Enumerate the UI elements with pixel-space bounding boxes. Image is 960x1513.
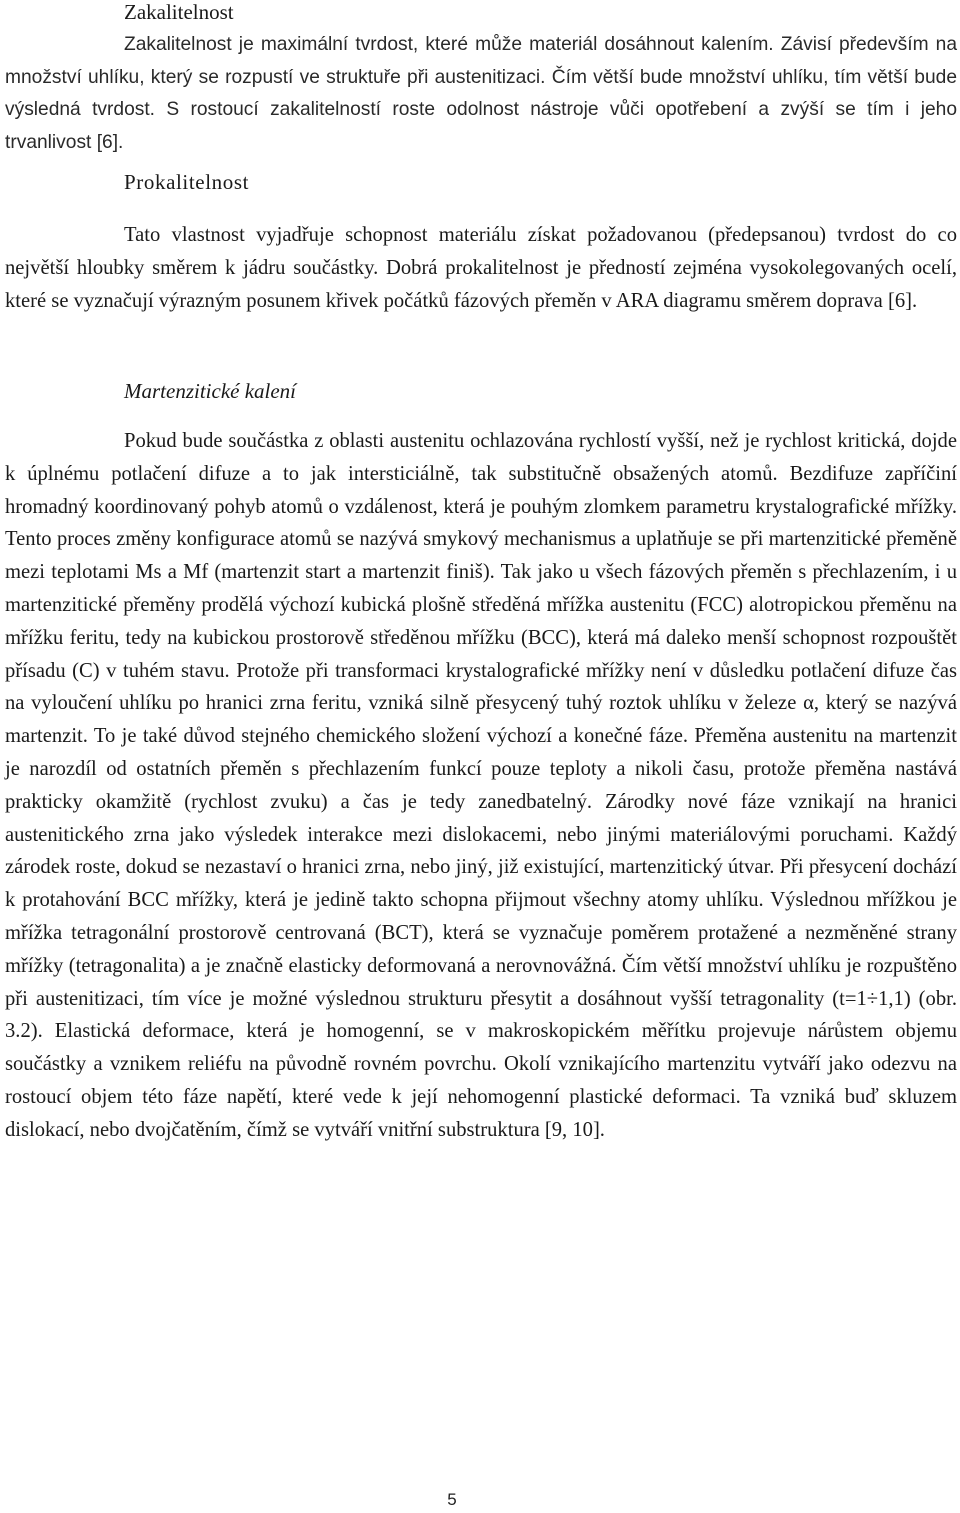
page-number: 5 (447, 1490, 457, 1509)
paragraph-zakalitelnost: Zakalitelnost je maximální tvrdost, které může materiál dosáhnout kalením. Závisí především na množství uhlíku, který se rozpustí ve struktuře při austenitizaci. Čím větší bude množství uhlíku, tím větší bude výsledná tvrdost. S rostoucí zakalitelností roste odolnost nástroje vůči opotřebení a zvýší se tím i jeho trvanlivost [6]. (5, 34, 957, 153)
heading-martenziticke-kaleni: Martenzitické kalení (124, 379, 297, 403)
paragraph-martenziticke-kaleni: Pokud bude součástka z oblasti austenitu ochlazována rychlostí vyšší, než je rychlost kritická, dojde k úplnému potlačení difuze a to jak intersticiálně, tak substitučně obsažených atomů. Bezdifuze zapříčiní hromadný koordinovaný pohyb atomů o vzdálenost, která je pouhým zlomkem parametru krystalografické mřížky. Tento proces změny konfigurace atomů se nazývá smykový mechanismus a uplatňuje se při martenzitické přeměně mezi teplotami Ms a Mf (martenzit start a martenzit finiš). Tak jako u všech fázových přeměn s přechlazením, i u martenzitické přeměny prodělá výchozí kubická plošně středěná mřížka austenitu (FCC) alotropickou přeměnu na mřížku feritu, tedy na kubickou prostorově středěnou mřížku (BCC), která má daleko menší schopnost rozpouštět přísadu (C) v tuhém stavu. Protože při transformaci krystalografické mřížky není v důsledku potlačení difuze čas na vyloučení uhlíku po hranici zrna feritu, vzniká silně přesycený tuhý roztok uhlíku v železe α, který se nazývá martenzit. To je také důvod stejného chemického složení výchozí a konečné fáze. Přeměna austenitu na martenzit je narozdíl od ostatních přeměn s přechlazením funkcí pouze teploty a nikoli času, protože přeměna nastává prakticky okamžitě (rychlost zvuku) a čas je tedy zanedbatelný. Zárodky nové fáze vznikají na hranici austenitického zrna jako výsledek interakce mezi dislokacemi, nebo jinými materiálovými poruchami. Každý zárodek roste, dokud se nezastaví o hranici zrna, nebo jiný, již existující, martenzitický útvar. Při přesycení dochází k protahování BCC mřížky, která je jedině takto schopna přijmout všechny atomy uhlíku. Výslednou mřížkou je mřížka tetragonální prostorově centrovaná (BCT), která se vyznačuje poměrem protažené a nezměněné strany mřížky (tetragonalita) a je značně elasticky deformovaná a nerovnovážná. Čím větší množství uhlíku je rozpuštěno při austenitizaci, tím více je možné výslednou strukturu přesytit a dosáhnout vyšší tetragonality (t=1÷1,1) (obr. 3.2). Elastická deformace, která je homogenní, se v makroskopickém měřítku projevuje nárůstem objemu součástky a vznikem reliéfu na původně rovném povrchu. Okolí vznikajícího martenzitu vytváří jako odezvu na rostoucí objem této fáze napětí, které vede k její nehomogenní plastické deformaci. Ta vzniká buď skluzem dislokací, nebo dvojčatěním, čímž se vytváří vnitřní substruktura [9, 10]. (5, 430, 957, 1141)
paragraph-prokalitelnost: Tato vlastnost vyjadřuje schopnost materiálu získat požadovanou (předepsanou) tvrdost do co největší hloubky směrem k jádru součástky. Dobrá prokalitelnost je předností zejména vysokolegovaných ocelí, které se vyznačují výrazným posunem křivek počátků fázových přeměn v ARA diagramu směrem doprava [6]. (5, 224, 957, 312)
heading-prokalitelnost: Prokalitelnost (124, 170, 250, 194)
heading-zakalitelnost: Zakalitelnost (124, 0, 234, 24)
